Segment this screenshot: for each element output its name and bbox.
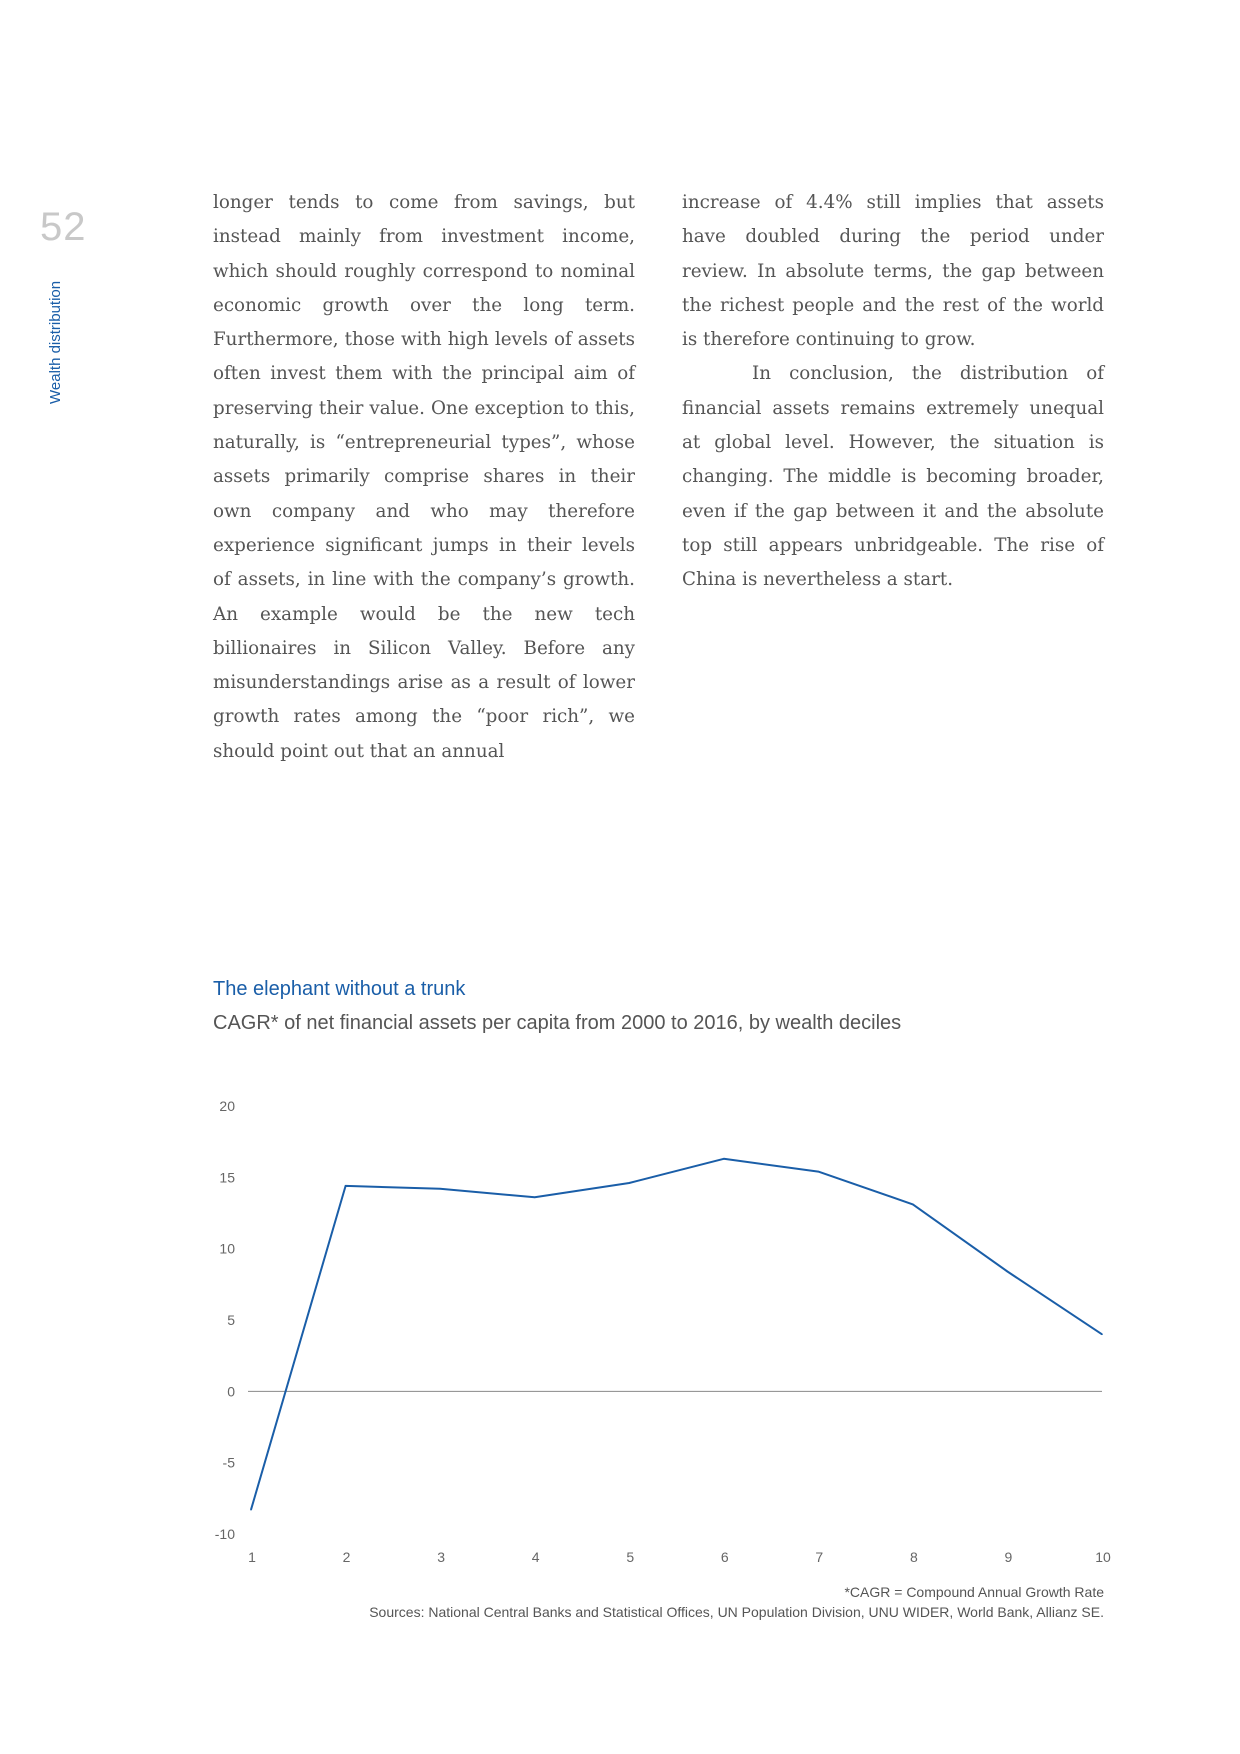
y-tick-label: -5: [222, 1454, 235, 1471]
data-point: [818, 1171, 820, 1173]
y-tick-label: 0: [227, 1383, 235, 1400]
y-tick-label: 15: [219, 1169, 235, 1186]
data-point: [628, 1182, 630, 1184]
body-paragraph: In conclusion, the distribution of financial assets remains extremely unequal at global level. However, the situation is changing. The middle is becoming broader, even if the gap between it and the absolute top still appears unbridgeable. The rise of China is nevertheless a start.: [682, 363, 1104, 591]
section-label: Wealth distribution: [47, 280, 64, 404]
y-tick-label: 10: [219, 1240, 235, 1257]
chart-subtitle: CAGR* of net financial assets per capita from 2000 to 2016, by wealth deciles: [213, 1012, 902, 1034]
data-point: [1101, 1333, 1103, 1335]
x-tick-label: 3: [437, 1549, 446, 1565]
data-point: [250, 1509, 252, 1511]
x-tick-label: 4: [531, 1549, 540, 1565]
y-tick-label: 20: [219, 1098, 235, 1114]
data-point: [912, 1204, 914, 1206]
series-line: [251, 1159, 1102, 1510]
data-point: [723, 1158, 725, 1160]
chart-sources: Sources: National Central Banks and Statistical Offices, UN Population Division, UNU WIDER, World Bank, Allianz SE.: [369, 1604, 1104, 1620]
body-paragraph: longer tends to come from savings, but instead mainly from investment income, which should roughly correspond to nominal economic growth over the long term. Furthermore, those with high levels of assets often invest them with the principal aim of preserving their value. One exception to this, naturally, is “entrepreneurial types”, whose assets primarily comprise shares in their own company and who may therefore experience significant jumps in their levels of assets, in line with the company’s growth. An example would be the new tech billionaires in Silicon Valley. Before any misunderstandings arise as a result of lower growth rates among the “poor rich”, we should point out that an annual: [213, 192, 635, 762]
y-tick-label: 5: [227, 1312, 235, 1328]
y-tick-label: -10: [214, 1526, 235, 1542]
data-point: [534, 1197, 536, 1199]
data-point: [345, 1185, 347, 1187]
x-tick-label: 9: [1004, 1549, 1013, 1565]
x-tick-label: 5: [626, 1549, 635, 1565]
chart-title: The elephant without a trunk: [213, 978, 466, 1000]
data-point: [439, 1188, 441, 1190]
body-paragraph: increase of 4.4% still implies that assets have doubled during the period under review. In absolute terms, the gap between the richest people and the rest of the world is therefore continuing to grow.: [682, 192, 1104, 351]
x-tick-label: 6: [720, 1549, 729, 1565]
x-tick-label: 10: [1095, 1549, 1111, 1565]
x-tick-label: 8: [909, 1549, 918, 1565]
chart-footnote: *CAGR = Compound Annual Growth Rate: [844, 1584, 1104, 1600]
x-tick-label: 2: [342, 1549, 351, 1565]
page-number: 52: [40, 205, 87, 249]
data-point: [1007, 1271, 1009, 1273]
x-tick-label: 7: [815, 1549, 824, 1565]
x-tick-label: 1: [248, 1549, 256, 1565]
